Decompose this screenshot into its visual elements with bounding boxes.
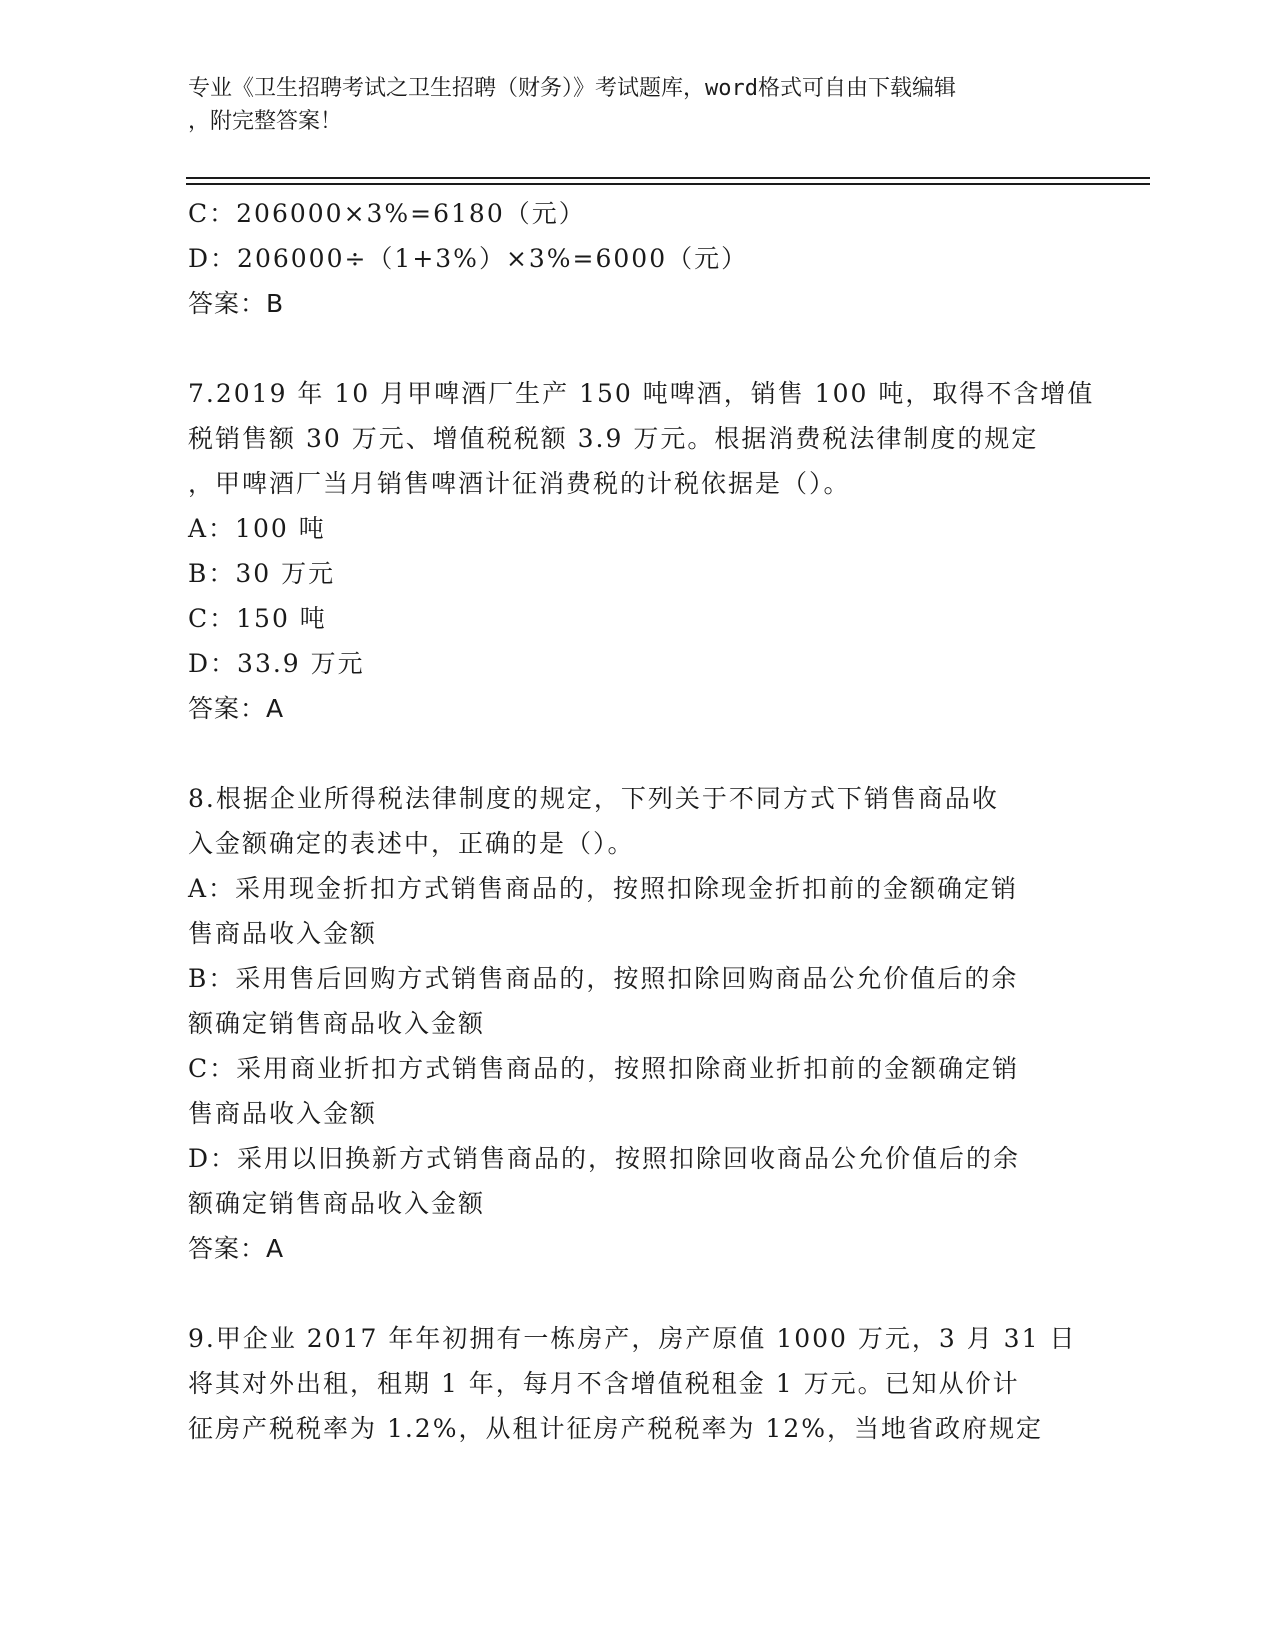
option-b-continued: 额确定销售商品收入金额 <box>188 1009 486 1038</box>
question-9 <box>188 1316 1088 1451</box>
option-a: A：采用现金折扣方式销售商品的，按照扣除现金折扣前的金额确定销 <box>188 874 1019 903</box>
question-8 <box>188 776 1088 1271</box>
page-header <box>188 72 1068 138</box>
spacer <box>188 1271 1088 1316</box>
option-d-continued: 额确定销售商品收入金额 <box>188 1189 486 1218</box>
answer-line: 答案：A <box>188 694 285 723</box>
question-stem-line: 7.2019 年 10 月甲啤酒厂生产 150 吨啤酒，销售 100 吨，取得不含增值 <box>188 379 1095 408</box>
spacer <box>188 731 1088 776</box>
option-d: D：206000÷（1+3%）×3%=6000（元） <box>188 244 749 273</box>
header-line-2: ，附完整答案！ <box>188 109 343 134</box>
question-stem-line: 9.甲企业 2017 年年初拥有一栋房产，房产原值 1000 万元，3 月 31 日 <box>188 1324 1077 1353</box>
option-d: D：采用以旧换新方式销售商品的，按照扣除回收商品公允价值后的余 <box>188 1144 1021 1173</box>
document-body <box>188 191 1095 1451</box>
option-c: C：采用商业折扣方式销售商品的，按照扣除商业折扣前的金额确定销 <box>188 1054 1020 1083</box>
option-c-continued: 售商品收入金额 <box>188 1099 378 1128</box>
option-c: C：206000×3%=6180（元） <box>188 199 586 228</box>
option-c: C：150 吨 <box>188 604 327 633</box>
question-7 <box>188 371 1095 731</box>
question-stem-line: 8.根据企业所得税法律制度的规定，下列关于不同方式下销售商品收 <box>188 784 999 813</box>
option-d: D：33.9 万元 <box>188 649 365 678</box>
answer-line: 答案：A <box>188 1234 285 1263</box>
spacer <box>188 326 1088 371</box>
question-stem-line: 入金额确定的表述中，正确的是（）。 <box>188 829 635 858</box>
answer-line: 答案：B <box>188 289 285 318</box>
option-a: A：100 吨 <box>188 514 326 543</box>
question-6-remainder <box>188 191 1088 326</box>
question-stem-line: 税销售额 30 万元、增值税税额 3.9 万元。根据消费税法律制度的规定 <box>188 424 1039 453</box>
option-b: B：30 万元 <box>188 559 336 588</box>
header-line-1: 专业《卫生招聘考试之卫生招聘（财务）》考试题库，word格式可自由下载编辑 <box>188 76 956 101</box>
question-stem-line: ，甲啤酒厂当月销售啤酒计征消费税的计税依据是（）。 <box>188 469 851 498</box>
question-stem-line: 将其对外出租，租期 1 年，每月不含增值税租金 1 万元。已知从价计 <box>188 1369 1020 1398</box>
header-divider-top <box>186 177 1150 179</box>
question-stem-line: 征房产税税率为 1.2%，从租计征房产税税率为 12%，当地省政府规定 <box>188 1414 1043 1443</box>
option-b: B：采用售后回购方式销售商品的，按照扣除回购商品公允价值后的余 <box>188 964 1019 993</box>
option-a-continued: 售商品收入金额 <box>188 919 378 948</box>
header-divider-bottom <box>186 183 1150 185</box>
